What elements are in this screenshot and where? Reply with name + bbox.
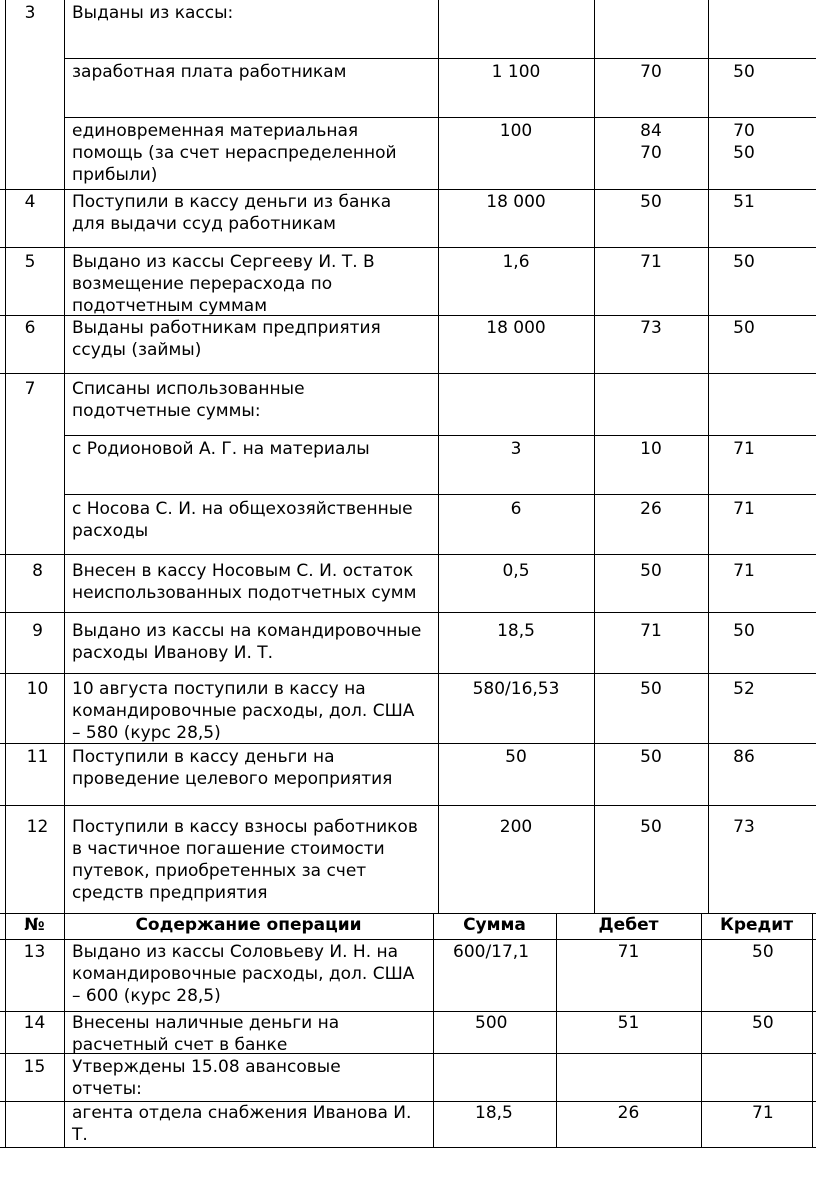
row-sum: 1 100 <box>491 62 541 82</box>
row-debit: 70 <box>640 62 662 82</box>
row-credit: 71 <box>752 1103 774 1123</box>
row-sum: 580/16,53 <box>472 679 560 699</box>
row-debit: 26 <box>617 1103 640 1123</box>
row-number: 7 <box>24 379 36 399</box>
row-credit: 71 <box>733 439 755 459</box>
row-debit: 50 <box>640 679 662 699</box>
row-sum: 6 <box>510 499 522 519</box>
row-content: – 600 (курс 28,5) <box>72 986 221 1006</box>
row-content: возмещение перерасхода по <box>72 274 333 294</box>
row-content: Внесен в кассу Носовым С. И. остаток <box>72 561 414 581</box>
row-credit: 50 <box>733 62 755 82</box>
row-number: 8 <box>32 561 43 581</box>
row-sum: 200 <box>499 817 533 837</box>
row-content: Поступили в кассу взносы работников <box>72 817 418 837</box>
grid-line <box>5 0 6 913</box>
row-content: Поступили в кассу деньги из банка <box>72 192 392 212</box>
row-content: 10 августа поступили в кассу на <box>72 679 366 699</box>
grid-line <box>0 612 816 613</box>
row-content: расходы Иванову И. Т. <box>72 643 274 663</box>
row-debit: 51 <box>617 1013 640 1033</box>
row-credit: 70 <box>733 121 755 141</box>
row-content: Выданы из кассы: <box>72 3 234 23</box>
row-number: 12 <box>26 817 49 837</box>
grid-line <box>0 1147 816 1148</box>
row-credit: 50 <box>733 621 755 641</box>
row-content: неиспользованных подотчетных сумм <box>72 583 417 603</box>
row-content: расходы <box>72 521 149 541</box>
row-content: Выданы работникам предприятия <box>72 318 381 338</box>
row-content: – 580 (курс 28,5) <box>72 723 221 743</box>
row-sum: 600/17,1 <box>453 942 530 962</box>
row-content: Выдано из кассы на командировочные <box>72 621 422 641</box>
grid-line <box>0 189 816 190</box>
grid-line <box>0 373 816 374</box>
row-content: Выдано из кассы Соловьеву И. Н. на <box>72 942 399 962</box>
row-content: единовременная материальная <box>72 121 359 141</box>
row-credit: 86 <box>733 747 755 767</box>
row-number: 6 <box>24 318 36 338</box>
row-sum: 18,5 <box>497 621 535 641</box>
grid-line <box>0 554 816 555</box>
grid-line <box>0 939 816 940</box>
row-content: заработная плата работникам <box>72 62 347 82</box>
row-sum: 18 000 <box>486 318 546 338</box>
grid-line <box>812 913 813 1148</box>
row-number: 9 <box>32 621 43 641</box>
row-debit: 50 <box>640 747 662 767</box>
row-content: в частичное погашение стоимости <box>72 839 385 859</box>
row-content: командировочные расходы, дол. США <box>72 964 415 984</box>
row-content: Т. <box>72 1125 88 1145</box>
row-credit: 50 <box>752 942 774 962</box>
row-credit: 50 <box>733 252 755 272</box>
row-sum: 500 <box>475 1013 508 1033</box>
row-number: 4 <box>24 192 36 212</box>
header-credit: Кредит <box>719 915 794 935</box>
row-number: 14 <box>23 1013 46 1033</box>
row-content: помощь (за счет нераспределенной <box>72 143 397 163</box>
row-number: 15 <box>23 1057 46 1077</box>
row-content: Выдано из кассы Сергееву И. Т. В <box>72 252 375 272</box>
header-no: № <box>24 915 45 935</box>
row-content: средств предприятия <box>72 883 268 903</box>
row-content: подотчетным суммам <box>72 296 268 316</box>
row-content: расчетный счет в банке <box>72 1035 288 1055</box>
row-debit: 26 <box>640 499 662 519</box>
row-debit: 71 <box>640 252 662 272</box>
row-credit: 71 <box>733 499 755 519</box>
row-credit: 73 <box>733 817 755 837</box>
grid-line <box>0 673 816 674</box>
header-debit: Дебет <box>598 915 659 935</box>
row-content: с Носова С. И. на общехозяйственные <box>72 499 413 519</box>
row-content: ссуды (займы) <box>72 340 202 360</box>
row-content: прибыли) <box>72 165 158 185</box>
row-debit: 71 <box>617 942 640 962</box>
row-debit: 50 <box>640 817 662 837</box>
grid-line <box>701 913 702 1148</box>
grid-line <box>0 805 816 806</box>
row-debit: 70 <box>640 143 662 163</box>
row-content: отчеты: <box>72 1079 142 1099</box>
row-debit: 50 <box>640 192 662 212</box>
row-sum: 18,5 <box>475 1103 513 1123</box>
grid-line <box>64 913 65 1148</box>
grid-line <box>64 117 816 118</box>
row-content: с Родионовой А. Г. на материалы <box>72 439 370 459</box>
row-content: проведение целевого мероприятия <box>72 769 393 789</box>
row-number: 11 <box>26 747 49 767</box>
row-content: для выдачи ссуд работникам <box>72 214 336 234</box>
row-credit: 50 <box>752 1013 774 1033</box>
row-credit: 51 <box>733 192 755 212</box>
row-content: Утверждены 15.08 авансовые <box>72 1057 341 1077</box>
row-sum: 100 <box>499 121 533 141</box>
row-number: 5 <box>24 252 36 272</box>
grid-line <box>64 0 65 913</box>
row-content: Поступили в кассу деньги на <box>72 747 335 767</box>
row-debit: 84 <box>640 121 662 141</box>
row-number: 10 <box>26 679 49 699</box>
row-sum: 0,5 <box>502 561 530 581</box>
header-content: Содержание операции <box>135 915 362 935</box>
row-credit: 52 <box>733 679 755 699</box>
header-sum: Сумма <box>463 915 526 935</box>
row-number: 13 <box>23 942 46 962</box>
row-sum: 3 <box>510 439 522 459</box>
grid-line <box>433 913 434 1148</box>
row-credit: 50 <box>733 143 755 163</box>
grid-line <box>64 58 816 59</box>
row-number: 3 <box>24 3 36 23</box>
row-debit: 50 <box>640 561 662 581</box>
row-credit: 50 <box>733 318 755 338</box>
grid-line <box>64 494 816 495</box>
row-content: подотчетные суммы: <box>72 401 261 421</box>
row-content: путевок, приобретенных за счет <box>72 861 367 881</box>
row-credit: 71 <box>733 561 755 581</box>
row-content: Списаны использованные <box>72 379 305 399</box>
row-sum: 1,6 <box>502 252 530 272</box>
grid-line <box>0 247 816 248</box>
row-content: командировочные расходы, дол. США <box>72 701 415 721</box>
row-debit: 73 <box>640 318 662 338</box>
row-sum: 50 <box>505 747 527 767</box>
row-content: агента отдела снабжения Иванова И. <box>72 1103 412 1123</box>
row-debit: 71 <box>640 621 662 641</box>
row-content: Внесены наличные деньги на <box>72 1013 340 1033</box>
row-sum: 18 000 <box>486 192 546 212</box>
grid-line <box>64 435 816 436</box>
row-debit: 10 <box>640 439 662 459</box>
